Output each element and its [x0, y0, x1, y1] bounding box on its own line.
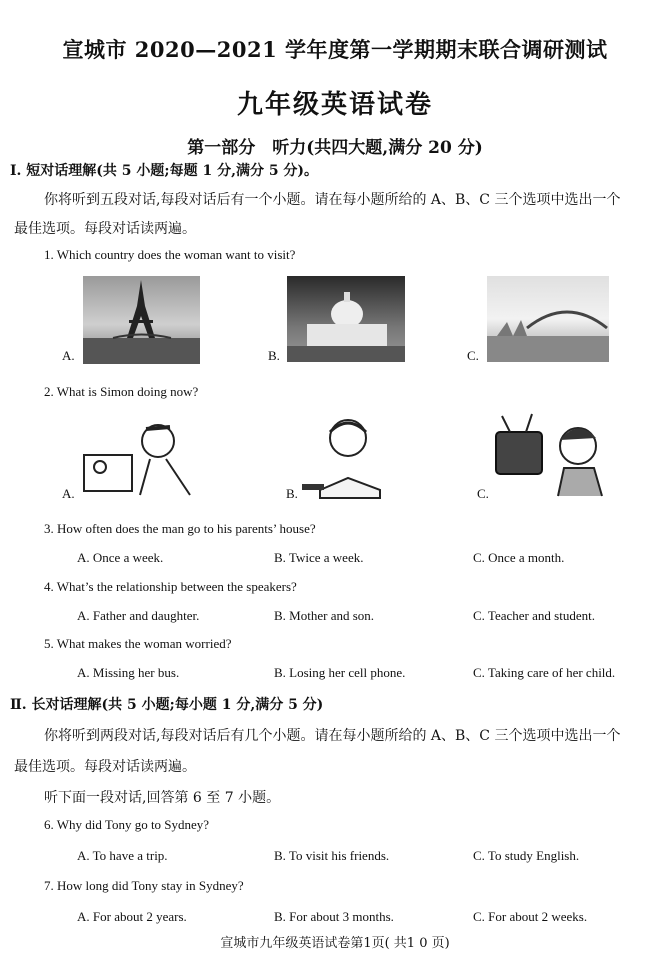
option-label-c: C. [477, 486, 489, 501]
question-3 [44, 521, 316, 537]
question-text: What makes the woman worried? [56, 636, 232, 651]
question-text: Which country does the woman want to visit? [56, 247, 296, 262]
question-text: How often does the man go to his parents’ house? [57, 521, 316, 536]
question-6 [44, 817, 209, 833]
option-a: A. For about 2 years. [77, 909, 187, 924]
option-label-b: B. [286, 486, 298, 501]
option-c: C. For about 2 weeks. [473, 909, 588, 924]
section-2-sub-instruction: 听下面一段对话,回答第 6 至 7 小题。 [44, 790, 281, 806]
question-1 [44, 247, 295, 263]
question-4 [44, 579, 297, 595]
question-number: 7. [44, 878, 54, 893]
question-number: 6. [44, 817, 54, 832]
option-b: B. To visit his friends. [274, 848, 390, 863]
option-a: A. Missing her bus. [77, 665, 180, 680]
question-text: What’s the relationship between the speakers? [56, 579, 297, 594]
question-number: 5. [44, 636, 54, 651]
option-label-c: C. [467, 348, 479, 363]
question-5 [44, 636, 231, 652]
option-a: A. Once a week. [77, 550, 164, 565]
question-number: 2. [44, 384, 54, 399]
option-c: C. Once a month. [473, 550, 565, 565]
option-c: C. Teacher and student. [473, 608, 595, 623]
section-1-instruction-line2: 最佳选项。每段对话读两遍。 [14, 221, 196, 237]
option-label-a: A. [62, 348, 75, 363]
question-text: What is Simon doing now? [56, 384, 199, 399]
option-label-b: B. [268, 348, 280, 363]
section-2-instruction-line2: 最佳选项。每段对话读两遍。 [14, 759, 196, 775]
boy-studying-books-drawing [298, 412, 403, 500]
option-b: B. For about 3 months. [274, 909, 394, 924]
question-text: How long did Tony stay in Sydney? [57, 878, 244, 893]
option-label-a: A. [62, 486, 75, 501]
option-b: B. Twice a week. [274, 550, 364, 565]
question-2 [44, 384, 198, 400]
exam-subject-title: 九年级英语试卷 [236, 90, 433, 120]
option-b: B. Losing her cell phone. [274, 665, 406, 680]
page-footer: 宣城市九年级英语试卷第1页( 共1 0 页) [220, 936, 450, 951]
section-2-instruction-line1: 你将听到两段对话,每段对话后有几个小题。请在每小题所给的 A、B、C 三个选项中选出一个 [44, 728, 621, 744]
question-text: Why did Tony go to Sydney? [56, 817, 210, 832]
eiffel-tower-photo [83, 276, 200, 364]
option-a: A. To have a trip. [77, 848, 168, 863]
section-1-instruction-line1: 你将听到五段对话,每段对话后有一个小题。请在每小题所给的 A、B、C 三个选项中选出一个 [44, 192, 621, 208]
question-7 [44, 878, 244, 894]
section-1-heading: Ⅰ. 短对话理解(共 5 小题;每题 1 分,满分 5 分)。 [10, 163, 319, 179]
question-number: 1. [44, 247, 54, 262]
question-number: 3. [44, 521, 54, 536]
question-number: 4. [44, 579, 54, 594]
boy-watching-tv-drawing [490, 410, 608, 498]
option-c: C. To study English. [473, 848, 580, 863]
sydney-harbour-photo [487, 276, 609, 362]
option-b: B. Mother and son. [274, 608, 375, 623]
option-a: A. Father and daughter. [77, 608, 200, 623]
part-heading: 第一部分 听力(共四大题,满分 20 分) [187, 138, 483, 158]
option-c: C. Taking care of her child. [473, 665, 616, 680]
section-2-heading: Ⅱ. 长对话理解(共 5 小题;每小题 1 分,满分 5 分) [10, 697, 324, 713]
boy-listening-radio-drawing [80, 415, 198, 498]
capitol-building-photo [287, 276, 405, 362]
exam-header-title: 宣城市 2020—2021 学年度第一学期期末联合调研测试 [62, 37, 608, 62]
